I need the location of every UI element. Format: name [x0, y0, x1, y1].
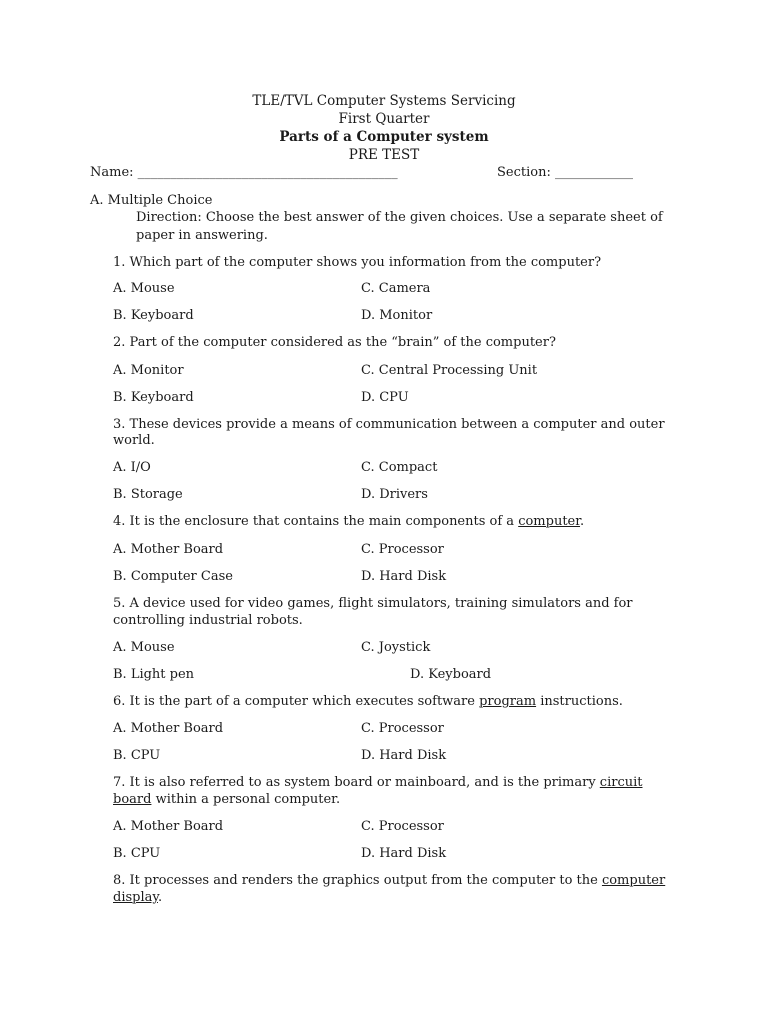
- question-6: [113, 694, 623, 710]
- computer-link-2[interactable]: computer: [601, 873, 666, 888]
- question-4: [113, 514, 584, 530]
- q1-option-c: C. Camera: [361, 281, 431, 296]
- question-7-line-2: [113, 792, 340, 808]
- q3-option-d: D. Drivers: [361, 487, 428, 502]
- question-4-end: .: [580, 514, 585, 529]
- q6-option-d: D. Hard Disk: [361, 748, 447, 763]
- doc-title: TLE/TVL Computer Systems Servicing: [252, 93, 516, 109]
- question-7-end: within a personal computer.: [151, 792, 341, 807]
- q7-option-b: B. CPU: [113, 846, 161, 861]
- q4-option-a: A. Mother Board: [113, 542, 224, 557]
- q1-option-b: B. Keyboard: [113, 308, 194, 323]
- circuit-link[interactable]: circuit: [599, 775, 643, 790]
- q4-option-c: C. Processor: [361, 542, 444, 557]
- question-5-line-2: controlling industrial robots.: [113, 613, 303, 628]
- q7-option-a: A. Mother Board: [113, 819, 224, 834]
- question-4-text: 4. It is the enclosure that contains the main components of a: [113, 514, 519, 529]
- q6-option-b: B. CPU: [113, 748, 161, 763]
- q2-option-d: D. CPU: [361, 390, 409, 405]
- question-7-line-1: [113, 775, 678, 791]
- question-8-line-2: [113, 890, 162, 906]
- display-link[interactable]: display: [113, 890, 158, 905]
- question-5-line-1: 5. A device used for video games, flight simulators, training simulators and for: [113, 596, 633, 611]
- question-2: 2. Part of the computer considered as the “brain” of the computer?: [113, 335, 556, 350]
- direction-line-2: paper in answering.: [136, 228, 268, 243]
- q3-option-a: A. I/O: [113, 460, 151, 475]
- name-field-label: Name: ________________________________________: [90, 165, 398, 180]
- question-6-end: instructions.: [536, 694, 623, 709]
- q2-option-a: A. Monitor: [113, 363, 184, 378]
- question-3-line-1: 3. These devices provide a means of communication between a computer and outer: [113, 417, 665, 432]
- q6-option-a: A. Mother Board: [113, 721, 224, 736]
- question-3-line-2: world.: [113, 433, 155, 448]
- q6-option-c: C. Processor: [361, 721, 444, 736]
- part-a-heading: A. Multiple Choice: [90, 193, 213, 208]
- computer-link[interactable]: computer: [518, 514, 581, 529]
- question-8-text: 8. It processes and renders the graphics output from the computer to the: [113, 873, 602, 888]
- direction-line-1: Direction: Choose the best answer of the given choices. Use a separate sheet of: [136, 210, 663, 225]
- doc-test-type: PRE TEST: [348, 147, 420, 163]
- q5-option-d: D. Keyboard: [410, 667, 492, 682]
- q3-option-c: C. Compact: [361, 460, 438, 475]
- program-link[interactable]: program: [479, 694, 537, 709]
- q5-option-b: B. Light pen: [113, 667, 195, 682]
- section-field-label: Section: ____________: [497, 165, 633, 180]
- question-6-text: 6. It is the part of a computer which executes software: [113, 694, 480, 709]
- q4-option-b: B. Computer Case: [113, 569, 233, 584]
- question-7-text: 7. It is also referred to as system board or mainboard, and is the primary: [113, 775, 600, 790]
- question-8-line-1: [113, 873, 678, 889]
- doc-quarter: First Quarter: [338, 111, 430, 127]
- q2-option-b: B. Keyboard: [113, 390, 194, 405]
- q2-option-c: C. Central Processing Unit: [361, 363, 538, 378]
- doc-subject: Parts of a Computer system: [279, 129, 489, 145]
- question-1: 1. Which part of the computer shows you information from the computer?: [113, 255, 602, 270]
- q5-option-c: C. Joystick: [361, 640, 431, 655]
- question-8-end: .: [158, 890, 163, 905]
- q7-option-c: C. Processor: [361, 819, 444, 834]
- q1-option-d: D. Monitor: [361, 308, 433, 323]
- board-link[interactable]: board: [113, 792, 152, 807]
- q7-option-d: D. Hard Disk: [361, 846, 447, 861]
- q4-option-d: D. Hard Disk: [361, 569, 447, 584]
- q3-option-b: B. Storage: [113, 487, 183, 502]
- q5-option-a: A. Mouse: [113, 640, 175, 655]
- q1-option-a: A. Mouse: [113, 281, 175, 296]
